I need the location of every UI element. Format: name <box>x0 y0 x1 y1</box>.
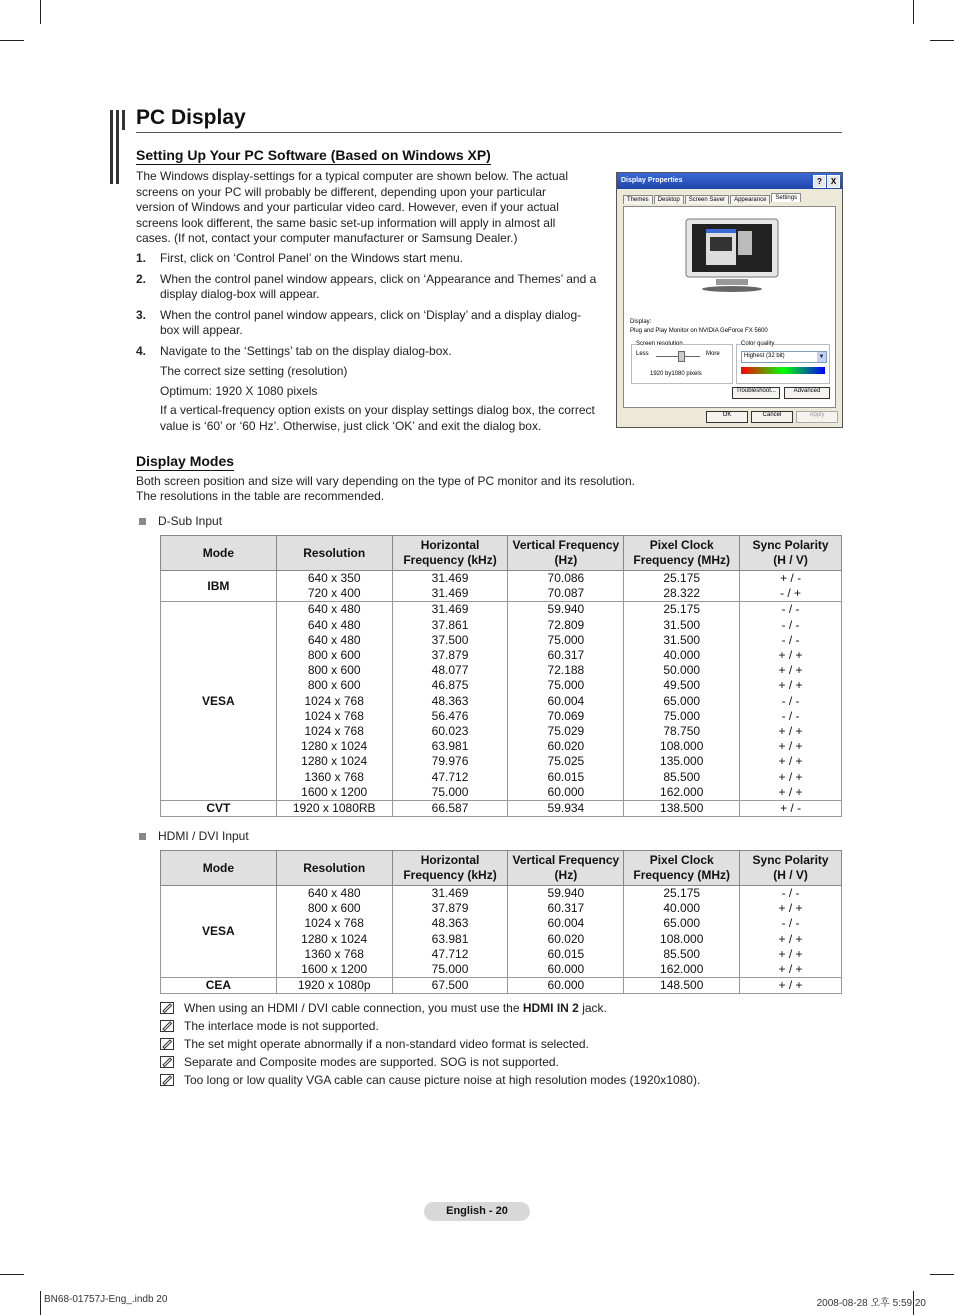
dialog-titlebar: Display Properties ? X <box>617 173 842 189</box>
table-cell: 1024 x 768 <box>276 694 392 709</box>
table-cell: 79.976 <box>392 754 508 769</box>
table-cell: 800 x 600 <box>276 663 392 678</box>
close-button[interactable]: X <box>827 175 840 188</box>
table-cell: 75.000 <box>624 709 740 724</box>
table-cell: 1280 x 1024 <box>276 754 392 769</box>
note-icon <box>160 1074 174 1086</box>
table-cell: + / + <box>740 785 842 801</box>
table-cell: 50.000 <box>624 663 740 678</box>
table-cell: 31.469 <box>392 886 508 902</box>
display-properties-dialog <box>616 172 843 428</box>
table-row <box>161 978 842 994</box>
table-cell: 60.020 <box>508 739 624 754</box>
table-cell: + / + <box>740 648 842 663</box>
table-cell: 1024 x 768 <box>276 724 392 739</box>
table-cell: 49.500 <box>624 678 740 693</box>
col-vfreq: Vertical Frequency (Hz) <box>508 536 624 571</box>
table-cell: 640 x 480 <box>276 618 392 633</box>
tab-desktop[interactable]: Desktop <box>654 195 684 204</box>
table-cell: - / - <box>740 602 842 618</box>
title-bar-decoration <box>116 110 119 184</box>
page-title: PC Display <box>136 106 246 129</box>
table-cell: 640 x 480 <box>276 633 392 648</box>
note-item: The set might operate abnormally if a non-standard video format is selected. <box>160 1035 700 1053</box>
table-cell: 65.000 <box>624 694 740 709</box>
setup-steps <box>136 251 598 438</box>
table-cell: 48.363 <box>392 916 508 931</box>
table-header-row <box>161 851 842 886</box>
table-cell: 37.500 <box>392 633 508 648</box>
table-cell: 1280 x 1024 <box>276 932 392 947</box>
table-cell: - / - <box>740 886 842 902</box>
table-cell: 60.004 <box>508 916 624 931</box>
table-cell: 28.322 <box>624 586 740 602</box>
mode-cell: CVT <box>161 801 277 817</box>
table-cell: 1920 x 1080p <box>276 978 392 994</box>
table-cell: 720 x 400 <box>276 586 392 602</box>
table-cell: + / + <box>740 663 842 678</box>
mode-cell: VESA <box>161 602 277 801</box>
table-cell: 640 x 480 <box>276 602 392 618</box>
slider-less-label: Less <box>636 351 649 357</box>
table-cell: 148.500 <box>624 978 740 994</box>
table-cell: 48.077 <box>392 663 508 678</box>
table-cell: 46.875 <box>392 678 508 693</box>
table-cell: 66.587 <box>392 801 508 817</box>
table-cell: 47.712 <box>392 770 508 785</box>
table-cell: - / - <box>740 916 842 931</box>
crop-mark <box>930 40 954 41</box>
table-cell: 60.015 <box>508 947 624 962</box>
table-cell: 31.469 <box>392 571 508 587</box>
table-cell: 59.934 <box>508 801 624 817</box>
step-item: 3. When the control panel window appears, click on ‘Display’ and a display dialog-box will appear. <box>136 307 582 337</box>
table-cell: 67.500 <box>392 978 508 994</box>
note-icon <box>160 1038 174 1050</box>
col-mode: Mode <box>161 536 277 571</box>
table-cell: 48.363 <box>392 694 508 709</box>
troubleshoot-button[interactable]: Troubleshoot... <box>732 387 780 399</box>
color-bar <box>741 367 825 374</box>
step-item: 2. When the control panel window appears, click on ‘Appearance and Themes’ and a display dialog-box will appear. <box>136 271 597 301</box>
tab-themes[interactable]: Themes <box>623 195 653 204</box>
table-cell: + / + <box>740 947 842 962</box>
table-cell: 65.000 <box>624 916 740 931</box>
table-cell: + / + <box>740 932 842 947</box>
table-cell: - / - <box>740 633 842 648</box>
table-cell: 108.000 <box>624 739 740 754</box>
note-item: When using an HDMI / DVI cable connection, you must use the HDMI IN 2 jack. <box>160 999 700 1017</box>
note-item: Separate and Composite modes are supported. SOG is not supported. <box>160 1053 700 1071</box>
table-cell: 1024 x 768 <box>276 709 392 724</box>
crop-mark <box>0 1274 24 1275</box>
help-button[interactable]: ? <box>813 175 826 188</box>
table-cell: 72.188 <box>508 663 624 678</box>
table-cell: 60.015 <box>508 770 624 785</box>
tab-screen-saver[interactable]: Screen Saver <box>685 195 729 204</box>
tab-appearance[interactable]: Appearance <box>730 195 770 204</box>
table-cell: + / + <box>740 962 842 978</box>
table-cell: 78.750 <box>624 724 740 739</box>
table-cell: 85.500 <box>624 770 740 785</box>
table-cell: 138.500 <box>624 801 740 817</box>
section-heading-display-modes: Display Modes <box>136 453 235 469</box>
table-cell: 70.086 <box>508 571 624 587</box>
table-cell: 1920 x 1080RB <box>276 801 392 817</box>
title-bar-decoration <box>122 110 125 130</box>
slider-thumb[interactable] <box>678 351 685 362</box>
col-mode: Mode <box>161 851 277 886</box>
table-cell: 1360 x 768 <box>276 770 392 785</box>
settings-panel <box>623 206 836 408</box>
setup-intro: The Windows display-settings for a typical computer are shown below. The actual screens on your PC will probably be different, depending upon your particular version of Windows and your particular video card. However, even if your actual screens look different, the same basic set-up information will apply in almost all cases. (If not, contact your computer manufacturer or Samsung Dealer.) <box>136 169 568 245</box>
table-cell: + / - <box>740 571 842 587</box>
table-cell: 1024 x 768 <box>276 916 392 931</box>
table-cell: 162.000 <box>624 962 740 978</box>
table-cell: 59.940 <box>508 886 624 902</box>
table-cell: 63.981 <box>392 932 508 947</box>
note-icon <box>160 1056 174 1068</box>
step-item: 4. Navigate to the ‘Settings’ tab on the display dialog-box. <box>136 343 452 358</box>
table-row <box>161 801 842 817</box>
table-cell: + / + <box>740 678 842 693</box>
table-cell: 108.000 <box>624 932 740 947</box>
table-cell: 47.712 <box>392 947 508 962</box>
crop-mark <box>913 0 914 24</box>
table-cell: 800 x 600 <box>276 901 392 916</box>
col-sync: Sync Polarity (H / V) <box>740 536 842 571</box>
note-icon <box>160 1002 174 1014</box>
col-pclock: Pixel Clock Frequency (MHz) <box>624 851 740 886</box>
table-cell: - / - <box>740 694 842 709</box>
table-cell: + / + <box>740 739 842 754</box>
hdmi-table <box>160 850 842 994</box>
crop-mark <box>40 1291 41 1315</box>
table-cell: + / + <box>740 978 842 994</box>
table-cell: - / - <box>740 618 842 633</box>
table-cell: 60.000 <box>508 978 624 994</box>
col-resolution: Resolution <box>276 851 392 886</box>
table-cell: 31.500 <box>624 633 740 648</box>
mode-cell: IBM <box>161 571 277 602</box>
table-cell: 135.000 <box>624 754 740 769</box>
display-value: Plug and Play Monitor on NVIDIA GeForce FX 5600 <box>630 328 768 334</box>
color-quality-group: Color quality Highest (32 bit) ▼ <box>736 344 830 384</box>
dsub-input-label: D-Sub Input <box>139 514 222 528</box>
display-modes-intro-line2: The resolutions in the table are recommended. <box>136 489 385 503</box>
col-resolution: Resolution <box>276 536 392 571</box>
table-cell: 800 x 600 <box>276 648 392 663</box>
table-cell: + / + <box>740 754 842 769</box>
table-cell: 640 x 350 <box>276 571 392 587</box>
mode-cell: CEA <box>161 978 277 994</box>
chevron-down-icon: ▼ <box>818 354 825 360</box>
crop-mark <box>930 1274 954 1275</box>
cancel-button[interactable]: Cancel <box>751 411 793 423</box>
table-cell: 1600 x 1200 <box>276 785 392 801</box>
col-hfreq: Horizontal Frequency (kHz) <box>392 536 508 571</box>
table-cell: 60.023 <box>392 724 508 739</box>
table-cell: 60.000 <box>508 785 624 801</box>
title-rule <box>136 132 842 133</box>
notes-list <box>160 999 700 1089</box>
print-slug-right: 2008-08-28 오후 5:59:20 <box>816 1298 926 1309</box>
table-cell: 162.000 <box>624 785 740 801</box>
table-cell: - / - <box>740 709 842 724</box>
table-cell: 1360 x 768 <box>276 947 392 962</box>
hdmi-input-label: HDMI / DVI Input <box>139 829 249 843</box>
table-cell: 25.175 <box>624 571 740 587</box>
table-cell: 37.861 <box>392 618 508 633</box>
tab-settings[interactable]: Settings <box>771 193 801 202</box>
table-cell: 70.087 <box>508 586 624 602</box>
advanced-button[interactable]: Advanced <box>784 387 830 399</box>
color-quality-select[interactable]: Highest (32 bit) ▼ <box>741 351 827 363</box>
note-item: Too long or low quality VGA cable can cause picture noise at high resolution modes (1920x1080). <box>160 1071 700 1089</box>
table-cell: 37.879 <box>392 648 508 663</box>
note-item: The interlace mode is not supported. <box>160 1017 700 1035</box>
apply-button[interactable]: Apply <box>796 411 838 423</box>
table-cell: 60.317 <box>508 648 624 663</box>
col-pclock: Pixel Clock Frequency (MHz) <box>624 536 740 571</box>
table-cell: 72.809 <box>508 618 624 633</box>
table-cell: 60.317 <box>508 901 624 916</box>
print-slug-left: BN68-01757J-Eng_.indb 20 <box>44 1294 168 1305</box>
square-bullet-icon <box>139 518 146 525</box>
col-hfreq: Horizontal Frequency (kHz) <box>392 851 508 886</box>
square-bullet-icon <box>139 833 146 840</box>
table-cell: 75.000 <box>392 962 508 978</box>
table-cell: 37.879 <box>392 901 508 916</box>
table-row <box>161 886 842 902</box>
table-cell: + / + <box>740 770 842 785</box>
slider-more-label: More <box>706 351 720 357</box>
table-cell: 25.175 <box>624 602 740 618</box>
table-cell: 75.025 <box>508 754 624 769</box>
table-cell: - / + <box>740 586 842 602</box>
col-vfreq: Vertical Frequency (Hz) <box>508 851 624 886</box>
table-row <box>161 571 842 587</box>
table-cell: 70.069 <box>508 709 624 724</box>
table-row <box>161 602 842 618</box>
table-cell: 63.981 <box>392 739 508 754</box>
table-cell: 75.029 <box>508 724 624 739</box>
table-cell: 31.500 <box>624 618 740 633</box>
crop-mark <box>40 0 41 24</box>
resolution-value: 1920 by1080 pixels <box>650 371 702 377</box>
mode-cell: VESA <box>161 886 277 978</box>
screen-resolution-group: Screen resolution Less More 1920 by1080 pixels <box>631 344 733 384</box>
table-cell: 31.469 <box>392 602 508 618</box>
table-cell: 25.175 <box>624 886 740 902</box>
table-cell: + / + <box>740 724 842 739</box>
table-cell: 640 x 480 <box>276 886 392 902</box>
table-cell: + / - <box>740 801 842 817</box>
table-cell: 59.940 <box>508 602 624 618</box>
table-cell: 40.000 <box>624 901 740 916</box>
section-heading-setup: Setting Up Your PC Software (Based on Windows XP) <box>136 147 491 163</box>
page-number-badge: English - 20 <box>424 1202 530 1221</box>
table-cell: 75.000 <box>508 678 624 693</box>
table-cell: 40.000 <box>624 648 740 663</box>
dialog-tabs <box>623 195 802 204</box>
table-cell: 60.004 <box>508 694 624 709</box>
table-cell: 60.020 <box>508 932 624 947</box>
table-cell: + / + <box>740 901 842 916</box>
note-icon <box>160 1020 174 1032</box>
table-cell: 56.476 <box>392 709 508 724</box>
col-sync: Sync Polarity (H / V) <box>740 851 842 886</box>
table-cell: 1280 x 1024 <box>276 739 392 754</box>
step-item: 1. First, click on ‘Control Panel’ on the Windows start menu. <box>136 251 464 265</box>
monitor-icon <box>682 217 782 293</box>
table-cell: 75.000 <box>392 785 508 801</box>
step4-details: The correct size setting (resolution) Optimum: 1920 X 1080 pixels If a vertical-frequency option exists on your display settings dialog box, the correct value is ‘60’ or ‘60 Hz’. Otherwise, just click ‘OK’ and exit the dialog box. <box>160 364 595 433</box>
crop-mark <box>0 40 24 41</box>
title-bar-decoration <box>110 110 113 184</box>
table-cell: 1600 x 1200 <box>276 962 392 978</box>
display-modes-intro-line1: Both screen position and size will vary depending on the type of PC monitor and its resolution. <box>136 474 635 488</box>
table-cell: 800 x 600 <box>276 678 392 693</box>
table-header-row <box>161 536 842 571</box>
table-cell: 60.000 <box>508 962 624 978</box>
ok-button[interactable]: OK <box>706 411 748 423</box>
table-cell: 31.469 <box>392 586 508 602</box>
table-cell: 85.500 <box>624 947 740 962</box>
display-label: Display: <box>630 319 652 325</box>
table-cell: 75.000 <box>508 633 624 648</box>
dsub-table <box>160 535 842 817</box>
